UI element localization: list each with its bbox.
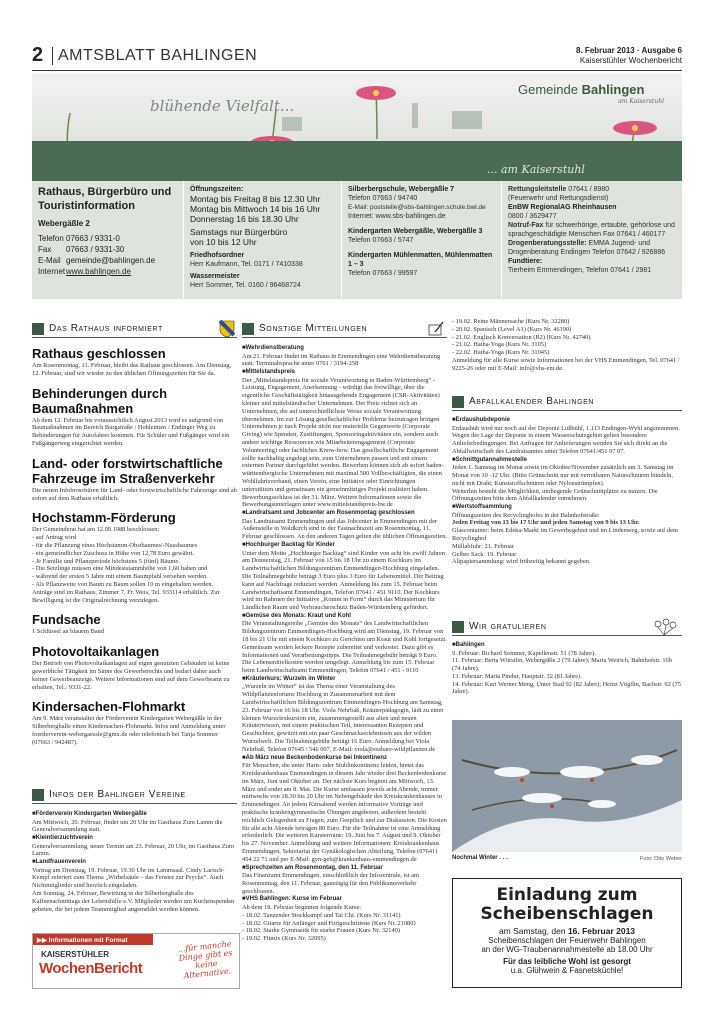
ad-strip: ▶▶ Informationen mit Format <box>33 934 153 945</box>
banner <box>32 73 682 181</box>
column-rathaus: Rathaus geschlossen Am Rosenmontag, 11. Februar, bleibt das Rathaus geschlossen. Am Dienstag, 12. Februar, sind wir wieder zu den üblichen Öffnungszeiten für Sie da. Behinderungen durch Baumaßnahmen Ab dem 12. Februar bis voraussichtlich August 2013 wird es aufgrund von Baumaßnahmen im Bereich Burgstraße / Hohleimen / Endinger Weg zu Behinderungen für Autofahrer kommen. Für Schüler und Fußgänger wird ein Fußgängerweg eingerichtet werden. Land- oder forstwirtschaftliche Fahrzeuge im Straßenverkehr Die neuen Infobroschüren für Land- oder forstwirtschaftliche Fahrzeuge sind ab sofort auf dem Rathaus erhältlich. Hochstamm-Förderung Der Gemeinderat hat am 12.09.1988 beschlossen: - auf Antrag wird - für die Pflanzung eines Hochstamm-Obstbaumes/-Nussbaumes - ein gemeindlicher Zuschuss in Höhe von 12,78 Euro gewährt. - Je Familie und Pflanzperiode höchstens 5 (fünf) Bäume. - Die Setzlinge müssen eine Mindeststammhöhe von 1,60 haben und - während der ersten 5 Jahre mit einem Baumpfahl versehen werden. - Als Pflanzweite von Baum zu Baum sollen 10 m eingehalten werden. Anträge sind im Rathaus, Zimmer 7, Fr. Weis, Tel. 933114 erhältlich. Zur Bewilligung ist die Originalrechnung vorzulegen. Fundsache 1 Schlüssel an blauem Band Photovoltaikanlagen Der Betrieb von Photovoltaikanlagen auf eigen genutzten Gebäuden ist keine gewerbliche Tätigkeit im Sinne des Gewerberechts und bedarf daher auch keiner Gewerbeanzeige. Weitere Informationen sind auf dem Gewerbeamt zu erhalten, Tel.: 9331-22. Kindersachen-Flohmarkt Am 9. März veranstaltet der Förderverein Kindergarten Webergäßle in der Silberberghalle einen Kindersachen-Flohmarkt. Infos und Anmeldung unter foerderverein-webergaessle@gmx.de oder telefonisch bei Tanja Sommer (07663 / 942487). <box>32 346 237 746</box>
article-title: Land- oder forstwirtschaftliche Fahrzeuge im Straßenverkehr <box>32 455 223 486</box>
article-title: Hochstamm-Förderung <box>32 510 176 526</box>
ad-logo-top: KAISERSTÜHLER <box>41 950 110 959</box>
pen-paper-icon <box>427 320 445 338</box>
publication-subtitle: Kaiserstühler Wochenbericht <box>579 56 682 65</box>
banner-slogan: blühende Vielfalt... <box>150 97 295 115</box>
article-title: Rathaus geschlossen <box>32 346 166 361</box>
logo-name: Bahlingen <box>581 82 645 97</box>
article-title: Photovoltaikanlagen <box>32 644 160 660</box>
contact-infobox <box>32 181 682 299</box>
rathaus-title: Rathaus, Bürgerbüro und Touristinformation <box>38 186 172 212</box>
article-title: Kindersachen-Flohmarkt <box>32 699 186 715</box>
scheibenschlagen-ad <box>452 878 682 988</box>
issue-date: 8. Februar 2013 · Ausgabe 6 <box>576 46 682 55</box>
website-link[interactable]: www.bahlingen.de <box>66 267 131 276</box>
section-gratul-header: Wir gratulieren <box>452 618 682 636</box>
ad-date: am Samstag, den 16. Februar 2013 <box>498 926 636 936</box>
rathaus-street: Webergäßle 2 <box>38 219 90 228</box>
infobox-emergency: Rettungsleitstelle 07641 / 8980 (Feuerwehr und Rettungsdienst) EnBW RegionalAG Rheinhausen 0800 / 3629477 Notruf-Fax für schwerhörige, ertaubte, gehörlose und sprachgeschädigte Menschen Fax 07641 / 460177 Drogenberatungsstelle: EMMA Jugend- und Drogenberatung Endingen Telefon 07642 / 926886 Fundtiere: Tierheim Emmendingen, Telefon 07641 / 2981 <box>508 186 675 274</box>
logo-prefix: Gemeinde <box>518 82 582 97</box>
banner-kaiserstuhl: ... am Kaiserstuhl <box>487 163 585 176</box>
page-number: 2 <box>32 44 44 66</box>
column-vhs-continued: - 19.02. Reine Männersache (Kurs Nr. 32280) - 20.02. Spanisch (Level A1) (Kurs Nr. 46190) - 21.02. Englisch Konversation (B2) (Kurs Nr. 42740) - 21.02. Hatha-Yoga (Kurs Nr. 3105) - 22.02. Hatha-Yoga (Kurs Nr. 31045) Anmeldung für alle Kurse sowie Informationen bei der VHS Emmendingen, Tel. 07641 / 9225-26 oder mit E-Mail: info@vhs-em.de. <box>452 318 680 372</box>
ad-title-line2: Scheibenschlagen <box>480 904 654 924</box>
infobox-schools: Silberbergschule, Webergäßle 7 Telefon 07663 / 94740 E-Mail: poststelle@sbs-bahlingen.schule.bwl.de Internet: www.sbs-bahlingen.de Kindergarten Webergäßle, Webergäßle 3 Telefon 07663 / 5747 Kindergarten Mühlenmatten, Mühlenmatten 1 – 3 Telefon 07663 / 99597 <box>342 181 502 299</box>
section-rathaus-header: Das Rathaus informiert <box>32 320 237 338</box>
contact-web: Internet www.bahlingen.de <box>38 267 131 276</box>
section-marker-icon <box>452 621 464 633</box>
ad-title-line1: Einladung zum <box>496 885 638 905</box>
column-gratulieren: ■ Bahlingen 9. Februar: Richard Sommer, Kapellenstr. 51 (78 Jahre). 11. Februar: Berta Würstlin, Webergäßle 2 (79 Jahre); Maria Weirich, Bahnhofstr. 16b (74 Jahre). 13. Februar: Maria Pindur, Hauptstr. 32 (81 Jahre). 14. Februar: Kurt Werner Meng, Unter Stad 92 (82 Jahre); Heinz Vögtlin, Bachstr. 92 (75 Jahre). <box>452 641 682 696</box>
coat-of-arms-icon <box>219 320 235 338</box>
column-vereine: ■ Förderverein Kindergarten Webergäßle Am Mittwoch, 20. Februar, findet um 20 Uhr im Gasthaus Zum Lamm die Generalversammlung statt. ■ Kleintierzuchtverein Generalversammlung, neuer Termin am 23. Februar, 20 Uhr, im Gasthaus Zum Lamm. ■ Landfrauenverein Vortrag am Dienstag, 19. Februar, 19.30 Uhr im Lammsaal. Cindy Larisch-Kempf referiert zum Thema „Wirbelsäule – das Fenster zur Psyche“. Auch Nichtmitglieder sind herzlich eingeladen. Am Sonntag, 24. Februar, Bewirtung in der Silberberghalle des Kaffeenachmittags der Lebenshilfe e.V. Mitglieder werden um Kuchenspenden gebeten, die bei jedem Teammitglied angemeldet werden können. <box>32 810 237 913</box>
infobox-opening: Öffnungszeiten: Montag bis Freitag 8 bis 12.30 Uhr Montag bis Mittwoch 14 bis 16 Uhr Donnerstag 16 bis 18.30 Uhr Samstags nur Bürgerbüro von 10 bis 12 Uhr Friedhofsordner Herr Kaufmann, Tel. 0171 / 7410338 Wassermeister Herr Sommer, Tel. 0160 / 96468724 <box>184 181 342 299</box>
header-rule <box>32 70 682 71</box>
article-title: Behinderungen durch Baumaßnahmen <box>32 385 168 416</box>
wochenbericht-ad[interactable] <box>32 933 240 989</box>
ad-line: Scheibenschlagen der Feuerwehr Bahlingen <box>488 936 646 945</box>
section-abfall-header: Abfallkalender Bahlingen <box>452 393 682 411</box>
ad-slogan: ...für manche Dinge gibt es keine Alternative. <box>177 939 233 981</box>
section-sonstige-header: Sonstige Mitteilungen <box>242 320 447 338</box>
ad-line-bold: Für das leibliche Wohl ist gesorgt <box>503 957 631 966</box>
winter-photo <box>452 720 682 852</box>
photo-caption: Nochmal Winter . . . <box>452 855 508 861</box>
contact-fax: Fax 07663 / 9331-30 <box>38 245 125 254</box>
page-header <box>32 44 682 68</box>
column-abfall: ■ Erdaushubdeponie Erdaushub wird nur noch auf der Deponie Lußbühl, 1.113 Endingen-Wyhl angenommen. Wegen der Lage der Deponie in einem Wasserschutzgebiet gelten besondere Anlieferbedingungen. Bei Anfragen für Anlieferungen wenden Sie sich direkt an die Abfallwirtschaft des Landratsamtes unter Telefon 07641/451 97 07. ■ Schnittgutannahmestelle Jeden 1. Samstag im Monat sowie im Oktober/November zusätzlich am 3. Samstag im Monat von 10 -12 Uhr. (Bitte Grünschnitt nur mit verrotbaren Naturschnüren bündeln, nicht mit Draht, Kunststoffschnüren oder Nylonstrümpfen). Weiterhin besteht die Möglichkeit, umliegende Grünschnittplätze zu nutzen. Die Öffnungszeiten bitte dem Abfallkalender entnehmen. ■ Wertstoffsammlung Öffnungszeiten des Recyclinghofes in der Bahnhofstraße: Jeden Freitag von 13 bis 17 Uhr und jeden Samstag von 9 bis 13 Uhr. Glascontainer: beim Edeka-Markt im Gewerbegebiet und im Lindenweg, sowie auf dem Recyclinghof Müllabfuhr: 21. Februar Gelber Sack: 19. Februar Altpapiersammlung: wird frühzeitig bekannt gegeben. <box>452 416 682 566</box>
column-sonstige: ■ Wehrdienstberatung Am 21. Februar findet im Rathaus in Emmendingen eine Wehrdienstberatung statt. Terminabsprache unter 0761 / 3194-258 ■ Mittelstandspreis Der „Mittelstandspreis für soziale Verantwortung in Baden-Württemberg“ - Leistung, Engagement, Anerkennung - würdigt das freiwillige, über die eigentliche Geschäftstätigkeit hinausgehende Engagement (CSR-Aktivitäten) kleiner und mittelständischer Unternehmen. Der Preis richtet sich an Unternehmen, die auf unterschiedlichste Weise soziale Verantwortung übernehmen. Im zur Lösung gesellschaftlicher Probleme beizutragen bringen Unternehmen je nach Projekt nicht nur materielle Gegenwerte (Corporate Giving) wie Spenden, Zustiftungen, Sponsoringaktivitäten ein, sondern auch andere wichtige Ressourcen wie Mitarbeiterengagement (Corporate Volunteering) oder fachliches Know-how. Das gesellschaftliche Engagement sollte nachhaltig angelegt sein, zum Unternehmen passen und mit einem externen Partner durchgeführt werden. Bewerben können sich ab sofort baden-württembergische Unternehmen mit maximal 500 Vollbeschäftigten, die einen Wohlfahrtsverband, einen Verein, eine Initiative oder Einrichtungen unterstützen und gemeinsam ein gemeinnütziges Projekt realisiert haben. Bewerbungsschluss ist der 31. März. Weitere Informationen sowie die Bewerbungsunterlagen unter www.mittelstandspreis-bw.de ■ Landratsamt und Jobcenter am Rosenmontag geschlossen Das Landratsamt Emmendingen und das Jobcenter in Emmendingen mit der Außenstelle in Waldkirch sind in der Fastnachtszeit am Rosenmontag, 11. Februar geschlossen. An den anderen Tagen gelten die üblichen Öffnungszeiten. ■ Hochburger Backtag für Kinder Unter dem Motto „Hochburger Backtag“ sind Kinder von acht bis zwölf Jahren am Donnerstag, 21. Februar von 15 bis 18 Uhr zu einem Kochkurs im Landwirtschaftlichen Bildungszentrum Emmendingen-Hochburg eingeladen. Die Teilnahmegebühr beträgt 3 Euro plus 3 Euro für Lebensmittel. Der Beitrag kann auf Nachfrage reduziert werden. Anmeldung bis zum 15. Februar beim Landwirtschaftsamt Emmendingen, Telefon 07641 / 451 9110. Der Kochkurs wird im Rahmen der Initiative „Komm in Form“ durch das Ministerium für Ländlichen Raum und Verbraucherschutz Baden-Württemberg gefördert. ■ Gemüse des Monats: Kraut und Kohl Die Veranstaltungsreihe „Gemüse des Monats“ des Landwirtschaftlichen Bildungszentrum Emmendingen-Hochburg wird am Dienstag, 19. Februar von 18 bis 21 Uhr mit einem Kochkurs zu Gerichten um Kraut und Kohl fortgesetzt. Gemeinsam werden leckere Rezepte zubereitet und verkostet. Dazu gibt es Informationen und Verarbeitungstipps. Die Teilnahmegebühr beträgt 9 Euro. Die Lebensmittelkosten werden umgelegt. Anmeldung bis zum 15. Februar beim Landwirtschaftsamt Emmendingen, Telefon 07641 / 451 - 9110 ■ Kräuterkurs: Wurzeln im Winter „Wurzeln im Winter“ ist das Thema einer Veranstaltung des Wildpflanzenforums Hochburg in Zusammenarbeit mit dem Landwirtschaftlichen Bildungszentrum Emmendingen-Hochburg am Samstag, 23. Februar von 16 bis 18 Uhr. Viola Nehrbaß, Kräuterpädagogin, lädt zu einer kleinen Wurzelexkursion ein, zusammengestellt aus alten und neuen Kräuterwissen, mit einem praktischen Teil, interessanten Rezepten und Geschichten, gewürzt mit ein paar Geschmackserlebnissen aus der wilden Wurzelwelt. Die Teilnahmegebühr beträgt 16 Euro. Anmeldung bei Viola Nehrbaß, Telefon 07645 / 546 007, E-Mail: viola@essbare-wildpflanzen.de ■ Ab März neue Beckenbodenkurse bei Inkontinenz Für Menschen, die unter Harn- oder Stuhlinkontinenz leiden, bietet das Kreiskrankenhaus Emmendingen in diesem Jahr wieder drei Beckenbodenkurse im März, Juni und Oktober an. Der nächste Kurs beginnt am Mittwoch, 13. März und endet am 8. Mai. Die Kurse umfassen jeweils acht Abende, immer mittwochs von 18.30 bis 20 Uhr im Nebengebäude des Kreiskrankenhauses in Emmendingen. An jedem Kursabend werden informative Vorträge und praktische krankengymnastische Übungen angeboten, außerdem besteht reichlich Gelegenheit zu Fragen, zum Gespräch und zur Diskussion. Die Kosten für alle acht Abende betragen 80 Euro. Für die Teilnahme ist eine Anmeldung erforderlich. Die weiteren Kurstermine: 19. Juni bis 7. August und 9. Oktober bis 27. November. Anmeldung und weitere Informationen: Kreiskrankenhaus Emmendingen, Sekretariat der Gynäkologischen Abteilung, Telefon (07641) 454 22 71 und per E-Mail: gyn-geb@krankenhaus-emmendingen.de ■ Sprechzeiten am Rosenmontag, den 11. Februar Das Finanzamt Emmendingen, einschließlich der Infozentrale, ist am Rosenmontag, den 11. Februar, ganztägig für den Publikumsverkehr geschlossen. ■ VHS Bahlingen: Kurse im Februar Ab dem 18. Februar beginnen folgende Kurse: - 18.02. Tanzender Stockkampf und Tai Chi. (Kurs Nr. 31141) - 18.02. Gitarre für Anfänger und Fortgeschrittene (Kurs Nr. 21080) - 18.02. Starke Gymnastik für starke Frauen (Kurs Nr. 32140) - 19.02. Fitmix (Kurs Nr. 32095) <box>242 344 447 943</box>
photo-credit: Foto: Otto Weber <box>639 856 682 862</box>
section-marker-icon <box>242 323 254 335</box>
section-marker-icon <box>32 789 44 801</box>
ad-logo: WochenBericht <box>39 960 143 977</box>
opening-head: Öffnungszeiten: <box>190 186 244 193</box>
contact-email: E-Mail gemeinde@bahlingen.de <box>38 256 156 265</box>
section-marker-icon <box>32 323 44 335</box>
flowers-icon <box>650 618 680 636</box>
ad-line: u.a. Glühwein & Fasnetsküchle! <box>510 966 624 975</box>
ad-line: an der WG-Traubenannahmestelle ab 18.00 Uhr <box>481 945 653 954</box>
snowy-branches-image <box>452 720 682 852</box>
contact-phone: Telefon 07663 / 9331-0 <box>38 234 120 243</box>
section-marker-icon <box>452 396 464 408</box>
logo-sub: am Kaiserstuhl <box>618 98 664 105</box>
municipality-logo <box>518 81 678 107</box>
section-vereine-header: Infos der Bahlinger Vereine <box>32 786 237 804</box>
article-title: Fundsache <box>32 612 101 628</box>
infobox-rathaus <box>32 181 184 299</box>
publication-title: AMTSBLATT BAHLINGEN <box>52 47 257 65</box>
